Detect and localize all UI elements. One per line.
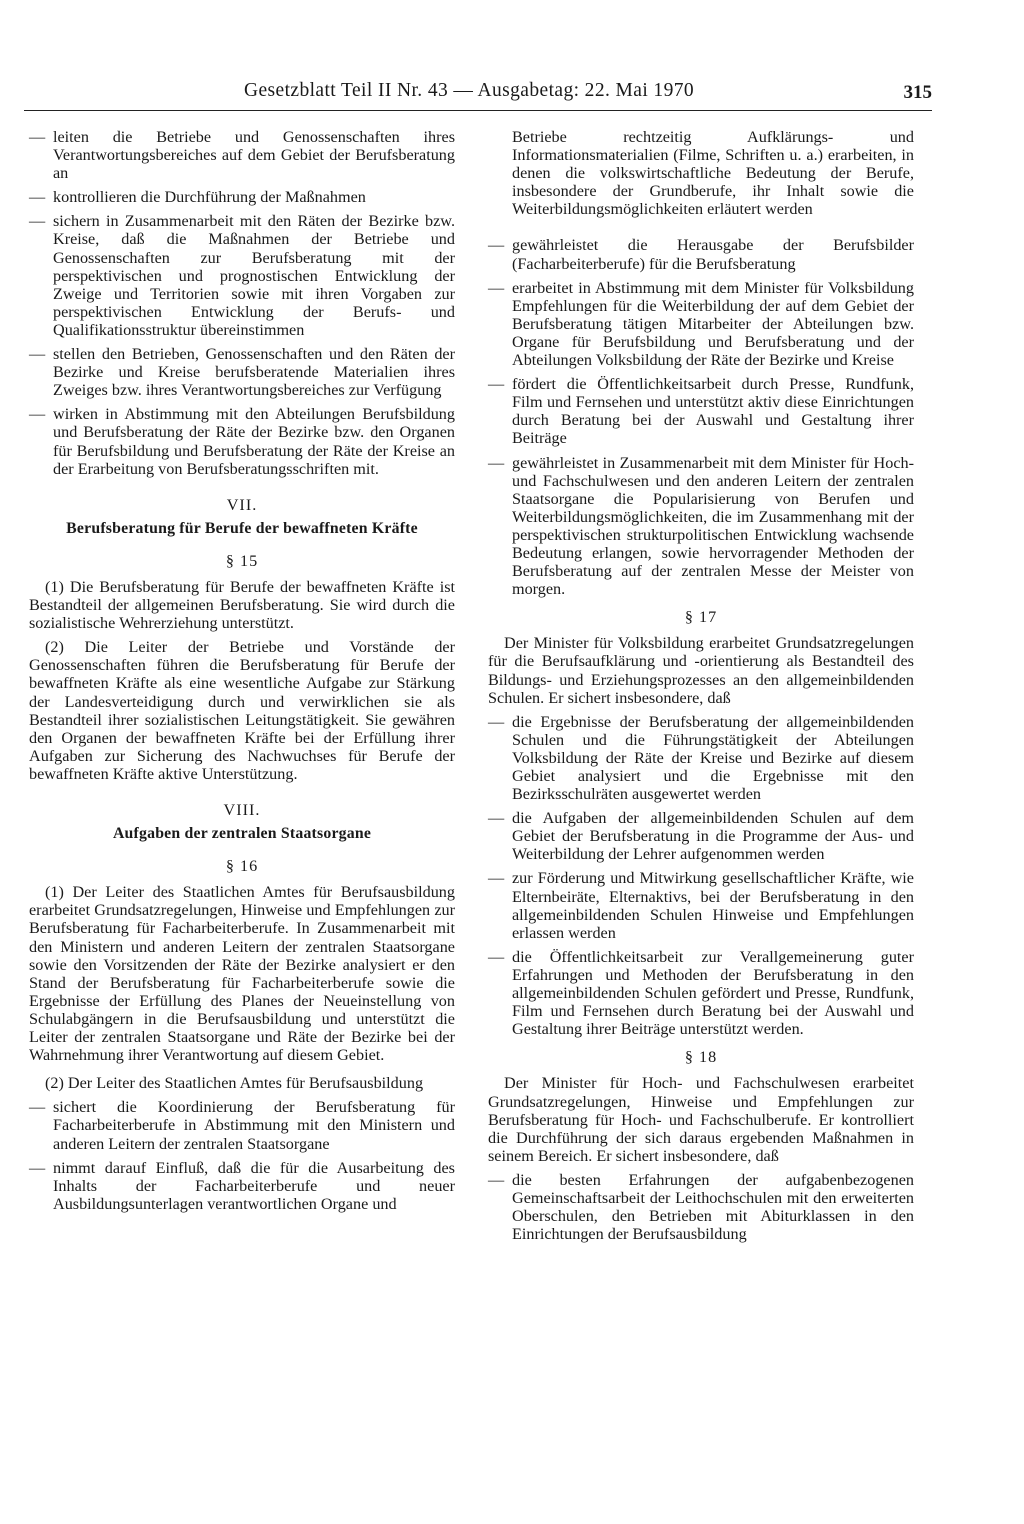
header-title: Gesetzblatt Teil II Nr. 43 — Ausgabetag: 22. Mai 1970 <box>244 80 695 101</box>
list-item <box>29 405 455 477</box>
section-title: Berufsberatung für Berufe der bewaffneten Kräfte <box>66 519 418 537</box>
list-item <box>29 345 455 399</box>
dash-marker: — <box>488 869 505 888</box>
list-item-text: sichern in Zusammenarbeit mit den Räten der Bezirke bzw. Kreise, daß die Maßnahmen der Betriebe und Genossenschaften zur Berufsberatung mit der perspektivischen und prognostischen Entwicklung der Zweige und Territorien sowie mit ihren Vorgaben zur perspektivischen Entwicklung der Berufs- und Qualifikationsstruktur übereinstimmen <box>53 212 455 339</box>
list-item <box>488 809 914 863</box>
paragraph-number: § 15 <box>225 551 259 570</box>
list-item-text: erarbeitet in Abstimmung mit dem Minister für Volksbildung Empfehlungen für die Weiterbildung der auf dem Gebiet der Berufsberatung tätigen Mitarbeiter der Abteilungen bzw. Organe für Berufsbildung und Berufsberatung und der Abteilungen Volksbildung der Räte der Bezirke und Kreise <box>512 278 914 370</box>
list-item-text: fördert die Öffentlichkeitsarbeit durch Presse, Rundfunk, Film und Fernsehen und unterstützt aktiv diese Einrichtungen durch Beratung bei der Auswahl und Gestaltung ihrer Beiträge <box>512 375 914 448</box>
paragraph-text: (2) Der Leiter des Staatlichen Amtes für Berufsausbildung <box>45 1074 424 1093</box>
dash-marker: — <box>29 1098 46 1117</box>
section-title: Aufgaben der zentralen Staatsorgane <box>112 825 372 843</box>
list-item <box>488 279 914 369</box>
list-item-text: sichert die Koordinierung der Berufsberatung für Facharbeiterberufe in Abstimmung mit den Ministern und anderen Leitern der zentralen Staatsorgane <box>53 1098 455 1153</box>
list-item-text: gewährleistet die Herausgabe der Berufsbilder (Facharbeiterberufe) für die Berufsberatung <box>512 236 914 273</box>
list-item-text: nimmt darauf Einfluß, daß die für die Ausarbeitung des Inhalts der Facharbeiterberufe und neuer Ausbildungsunterlagen verantwortlichen Organe und <box>53 1158 455 1213</box>
list-item-text: die Öffentlichkeitsarbeit zur Verallgemeinerung guter Erfahrungen und Methoden der Berufsberatung in den allgemeinbildenden Schulen gefördert und Presse, Rundfunk, Film und Fernsehen durch Beratung bei der Auswahl und Gestaltung ihrer Beiträge unterstützt werden. <box>512 947 914 1039</box>
list-item <box>29 1159 455 1213</box>
list-item <box>29 128 455 182</box>
list-item <box>488 236 914 272</box>
list-item <box>29 1098 455 1152</box>
dash-marker: — <box>488 278 505 297</box>
list-item <box>29 212 455 339</box>
dash-marker: — <box>29 212 46 231</box>
list-item-text: leiten die Betriebe und Genossenschaften ihres Verantwortungsbereiches auf dem Gebiet der Berufsberatung an <box>53 128 455 183</box>
list-item <box>488 948 914 1038</box>
dash-marker: — <box>488 453 505 472</box>
page-header <box>24 80 932 111</box>
paragraph-text: (2) Die Leiter der Betriebe und Vorstände der Genossenschaften führen die Berufsberatung für Berufe der bewaffneten Kräfte als eine wesentliche Aufgabe zur Stärkung der Landesverteidigung durch und verwirklichen sie als Bestandteil ihrer sozialistischen Leitungstätigkeit. Sie gewähren den Organen der bewaffneten Kräfte bei der Erfüllung ihrer Aufgaben zur Sicherung des Nachwuchses für Berufe der bewaffneten Kräfte aktive Unterstützung. <box>29 638 455 783</box>
dash-marker: — <box>29 128 46 146</box>
continued-text: Betriebe rechtzeitig Aufklärungs- und Informationsmaterialien (Filme, Schriften u. a.) erarbeiten, in denen die volkswirtschaftliche Bedeutung der Berufe, insbesondere der Grundberufe, ihr Inhalt sowie die Weiterbildungsmöglichkeiten erläutert werden <box>512 128 914 219</box>
paragraph-text: Der Minister für Hoch- und Fachschulwesen erarbeitet Grundsatzregelungen, Hinweise und Empfehlungen zur Berufsberatung für Hoch- und Fachschulberufe. Er kontrolliert die Durchführung der sich daraus ergebenden Maßnahmen in seinem Bereich. Er sichert insbesondere, daß <box>488 1074 914 1165</box>
paragraph-text: (1) Der Leiter des Staatlichen Amtes für Berufsausbildung erarbeitet Grundsatzregelungen, Hinweise und Empfehlungen zur Berufsberatung für Facharbeiterberufe. In Zusammenarbeit mit den Ministern und anderen Leitern der zentralen Staatsorgane sowie den Vorsitzenden der Räte der Bezirke analysiert er den Stand der Berufsberatung für Facharbeiterberufe sowie die Ergebnisse der Erfüllung des Planes der Neueinstellung von Schulabgängern in die Berufsausbildung und unterstützt die Leiter der zentralen Staatsorgane und Räte der Bezirke bei der Wahrnehmung ihrer Verantwortung auf diesem Gebiet. <box>29 883 455 1065</box>
dash-marker: — <box>29 345 46 364</box>
paragraph-text: (1) Die Berufsberatung für Berufe der bewaffneten Kräfte ist Bestandteil der allgemeinen Berufsberatung. Sie wird durch die sozialistische Wehrerziehung unterstützt. <box>29 577 455 633</box>
list-item-text: wirken in Abstimmung mit den Abteilungen Berufsbildung und Berufsberatung der Räte der Bezirke bzw. den Organen für Berufsbildung und Berufsberatung der Räte der Kreise an der Erarbeitung von Berufsberatungsschriften mit. <box>53 405 455 478</box>
list-item <box>488 713 914 803</box>
list-item-text: stellen den Betrieben, Genossenschaften und den Räten der Bezirke und Kreise berufsberatende Materialien ihres Zweiges bzw. ihres Verantwortungsbereiches zur Verfügung <box>53 345 455 400</box>
dash-marker: — <box>488 712 505 731</box>
paragraph-number: § 16 <box>225 857 259 876</box>
list-item <box>488 454 914 599</box>
dash-marker: — <box>29 188 46 207</box>
list-item-text: die Ergebnisse der Berufsberatung der allgemeinbildenden Schulen und die Führungstätigkeit der Abteilungen Volksbildung der Räte der Kreise und Bezirke auf diesem Gebiet analysiert und die Ergebnisse mit den Bezirksschulräten ausgewertet werden <box>512 712 914 804</box>
list-item <box>488 869 914 941</box>
dash-marker: — <box>29 1158 46 1177</box>
list-item-text: die besten Erfahrungen der aufgabenbezogenen Gemeinschaftsarbeit der Leithochschulen mit den erweiterten Oberschulen, den Betrieben mit Abiturklassen in den Einrichtungen der Berufsausbildung <box>512 1170 914 1244</box>
dash-marker: — <box>488 375 505 394</box>
list-item-text: kontrollieren die Durchführung der Maßnahmen <box>53 188 366 207</box>
left-column <box>29 128 455 1219</box>
section-number: VIII. <box>223 801 261 819</box>
dash-marker: — <box>488 809 505 828</box>
list-item <box>488 375 914 447</box>
paragraph-text: Der Minister für Volksbildung erarbeitet Grundsatzregelungen für die Berufsaufklärung und -orientierung als Bestandteil des Bildungs- und Erziehungsprozesses an den allgemeinbildenden Schulen. Er sichert insbesondere, daß <box>488 634 914 707</box>
list-item <box>488 1171 914 1243</box>
dash-marker: — <box>488 1170 505 1189</box>
right-column <box>488 128 914 1249</box>
dash-marker: — <box>488 236 505 255</box>
page-number: 315 <box>903 82 932 103</box>
section-number: VII. <box>226 495 258 514</box>
list-item-text: gewährleistet in Zusammenarbeit mit dem Minister für Hoch- und Fachschulwesen und den anderen Leitern der zentralen Staatsorgane die Popularisierung von Berufen und Weiterbildungsmöglichkeiten, die im Zusammenhang mit der perspektivischen strukturpolitischen Entwicklung wachsende Bedeutung erlangen, sowie hervorragender Methoden der Berufsberatung auf der zentralen Messe der Meister von morgen. <box>512 453 914 599</box>
list-item-text: die Aufgaben der allgemeinbildenden Schulen auf dem Gebiet der Berufsberatung in die Programme der Aus- und Weiterbildung der Lehrer aufgenommen werden <box>512 809 914 864</box>
paragraph-number: § 17 <box>684 608 718 627</box>
dash-marker: — <box>488 947 505 966</box>
list-item <box>29 188 455 206</box>
dash-marker: — <box>29 405 46 424</box>
list-item-text: zur Förderung und Mitwirkung gesellschaftlicher Kräfte, wie Elternbeiräte, Elternaktivs, bei der Berufsberatung in den allgemeinbildenden Schulen Hinweise und Empfehlungen erlassen werden <box>512 869 914 942</box>
paragraph-number: § 18 <box>684 1048 718 1067</box>
